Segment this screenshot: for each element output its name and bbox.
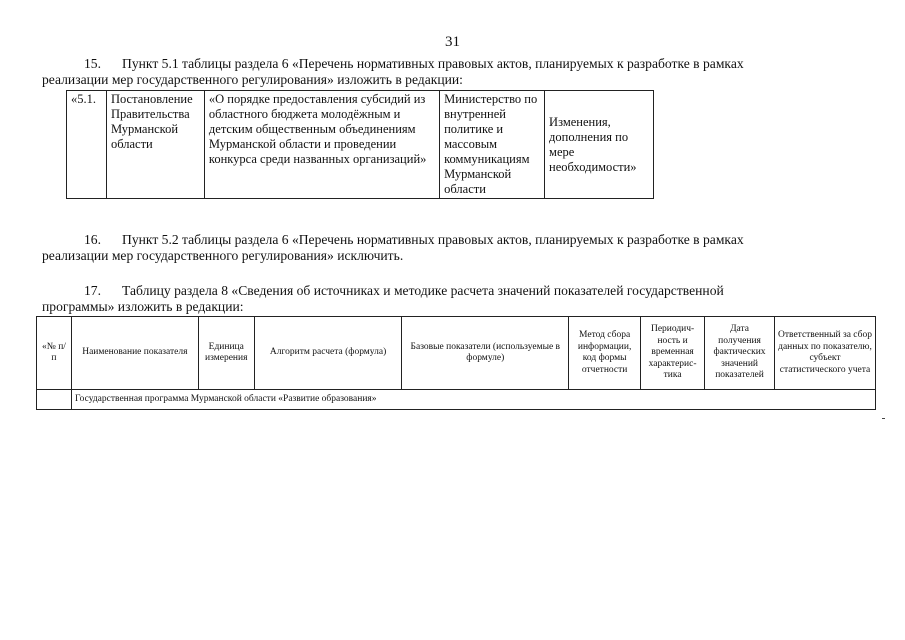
- column-header: «№ п/п: [37, 317, 72, 390]
- table-row: [37, 390, 876, 410]
- paragraph-number: 17.: [84, 283, 101, 298]
- table-cell: Изменения, дополнения по мере необходимости»: [545, 91, 654, 199]
- table-cell: Постановление Правительства Мурманской области: [106, 91, 204, 199]
- column-header: Метод сбора информации, код формы отчетности: [569, 317, 641, 390]
- table-cell: Министерство по внутренней политике и массовым коммуникациям Мурманской области: [440, 91, 545, 199]
- program-title-cell: Государственная программа Мурманской области «Развитие образования»: [71, 390, 875, 410]
- column-header: Ответственный за сбор данных по показателю, субъект статистического учета: [775, 317, 876, 390]
- scan-mark: [882, 418, 885, 419]
- paragraph-continuation: реализации мер государственного регулирования» изложить в редакции:: [42, 72, 463, 87]
- paragraph-16: [42, 232, 868, 264]
- column-header: Периодич-ность и временная характерис-тика: [641, 317, 705, 390]
- page-number: 31: [445, 34, 460, 50]
- paragraph-text: Пункт 5.1 таблицы раздела 6 «Перечень нормативных правовых актов, планируемых к разработке в рамках: [122, 56, 744, 71]
- table-header-row: [37, 317, 876, 390]
- column-header: Дата получения фактических значений показателей: [705, 317, 775, 390]
- npa-table: [66, 90, 654, 199]
- paragraph-number: 16.: [84, 232, 101, 247]
- paragraph-text: Пункт 5.2 таблицы раздела 6 «Перечень нормативных правовых актов, планируемых к разработке в рамках: [122, 232, 744, 247]
- table-row: [67, 91, 654, 199]
- paragraph-17: [42, 283, 868, 315]
- paragraph-number: 15.: [84, 56, 101, 71]
- column-header: Алгоритм расчета (формула): [254, 317, 402, 390]
- table-cell: «О порядке предоставления субсидий из областного бюджета молодёжным и детским общественным объединениям Мурманской области и проведении конкурса среди названных организаций»: [204, 91, 439, 199]
- column-header: Единица измерения: [198, 317, 254, 390]
- column-header: Наименование показателя: [71, 317, 198, 390]
- column-header: Базовые показатели (используемые в формуле): [402, 317, 569, 390]
- table-cell: «5.1.: [67, 91, 107, 199]
- paragraph-continuation: реализации мер государственного регулирования» исключить.: [42, 248, 404, 263]
- paragraph-text: Таблицу раздела 8 «Сведения об источниках и методике расчета значений показателей государственной: [122, 283, 724, 298]
- paragraph-15: [42, 56, 868, 88]
- indicators-table: [36, 316, 876, 410]
- table-cell: [37, 390, 72, 410]
- paragraph-continuation: программы» изложить в редакции:: [42, 299, 244, 314]
